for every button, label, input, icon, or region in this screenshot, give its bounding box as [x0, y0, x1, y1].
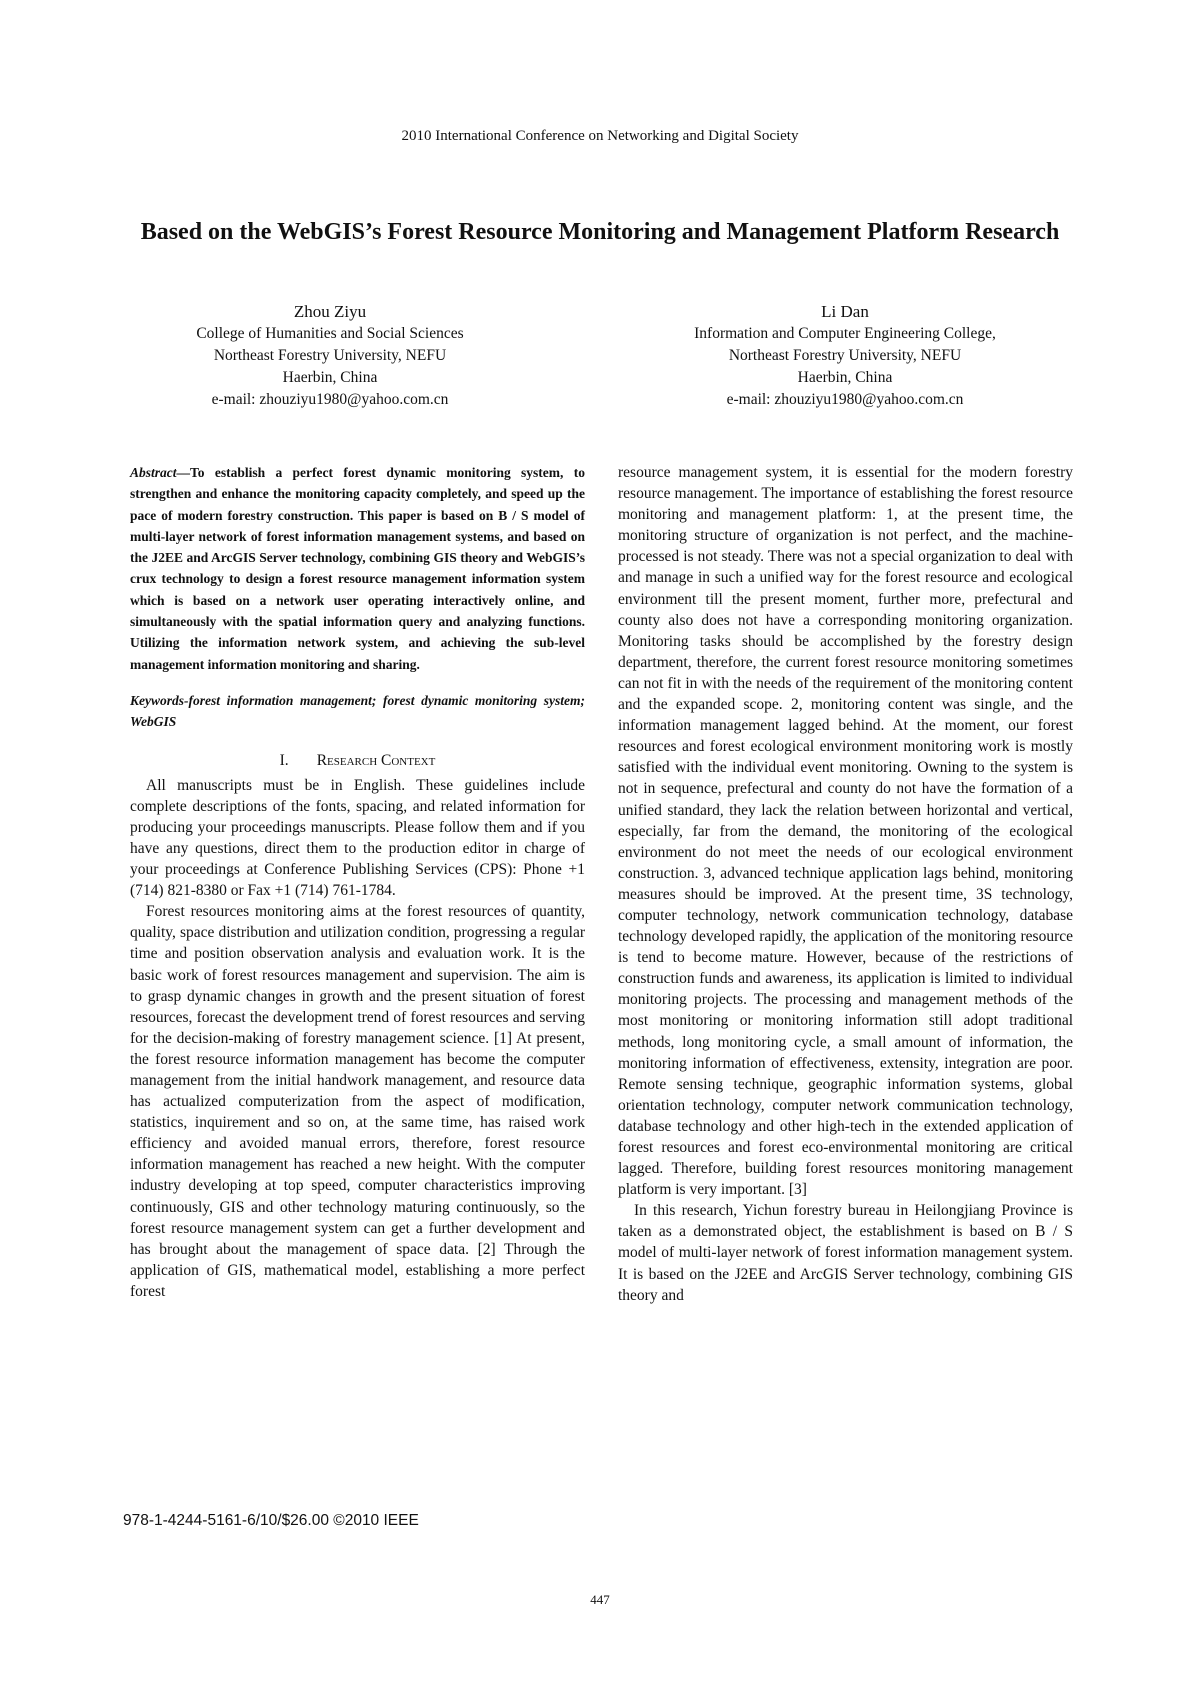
author-city: Haerbin, China — [797, 369, 893, 386]
body-paragraph: resource management system, it is essential for the modern forestry resource management. The importance of establishing the forest resource monitoring and management platform: 1, at the present time, the monitoring structure of organization is not perfect, and the machine-processed is not steady. There was not a special organization to deal with and manage in such a unified way for the forest resource and ecological environment till the present moment, further more, prefectural and county also does not have a corresponding monitoring organization. Monitoring tasks should be accomplished by the forestry design department, therefore, the current forest resource monitoring sometimes can not fit in with the needs of the requirement of the monitoring content and the expanded scope. 2, monitoring content was single, and the information management lagged behind. At the moment, our forest resources and forest ecological environment monitoring work is mostly satisfied with the individual event monitoring. Owning to the system is not in sequence, prefectural and county do not have the formation of a unified standard, they lack the relation between horizontal and vertical, especially, far from the demand, the monitoring of the ecological environment do not meet the needs of our ecological environment construction. 3, advanced technique application lags behind, monitoring measures should be improved. At the present time, 3S technology, computer technology, network communication technology, database technology developed rapidly, the application of the monitoring resource is tend to become mature. However, because of the restrictions of construction funds and awareness, its application is limited to individual monitoring projects. The processing and management methods of the most monitoring or monitoring information still adopt traditional methods, long monitoring cycle, a small amount of information, the monitoring information of effectiveness, extensity, integration are poor. Remote sensing technique, geographic information systems, global orientation technology, computer network communication technology, database technology and other high-tech in the extended application of forest resources and forest eco-environmental monitoring are critical lagged. Therefore, building forest resources monitoring management platform is very important. [3] — [618, 464, 1073, 1199]
body-paragraph: In this research, Yichun forestry bureau in Heilongjiang Province is taken as a demonstrated object, the establishment is based on B / S model of multi-layer network of forest information management system. It is based on the J2EE and ArcGIS Server technology, combining GIS theory and — [618, 1202, 1073, 1304]
author-block-1 — [110, 301, 550, 411]
author-email: e-mail: zhouziyu1980@yahoo.com.cn — [211, 391, 449, 408]
abstract — [130, 462, 585, 675]
author-block-2 — [625, 301, 1065, 411]
author-email: e-mail: zhouziyu1980@yahoo.com.cn — [726, 391, 964, 408]
right-column — [618, 462, 1073, 1306]
abstract-text: —To establish a perfect forest dynamic monitoring system, to strengthen and enhance the monitoring capacity completely, and speed up the pace of modern forestry construction. This paper is based on B / S model of multi-layer network of forest information management systems, and based on the J2EE and ArcGIS Server technology, combining GIS theory and WebGIS’s crux technology to design a forest resource management information system which is based on a network user operating interactively online, and simultaneously with the spatial information query and analyzing functions. Utilizing the information network system, and achieving the sub-level management information monitoring and sharing. — [130, 465, 585, 672]
abstract-label: Abstract — [130, 465, 177, 480]
body-paragraph: Forest resources monitoring aims at the forest resources of quantity, quality, space distribution and utilization condition, progressing a regular time and position observation analysis and evaluation work. It is the basic work of forest resources management and supervision. The aim is to grasp dynamic changes in growth and the present situation of forest resources, forecast the development trend of forest resources and serving for the decision-making of forestry management science. [1] At present, the forest resource information management has become the computer management from the initial handwork management, and resource data has actualized computerization from the aspect of modification, statistics, inquirement and so on, at the same time, has raised work efficiency and avoided manual errors, therefore, forest resource information management has reached a new height. With the computer industry developing at top speed, computer characteristics improving continuously, GIS and other technology maturing continuously, so the forest resource management system can get a further development and has brought about the management of space data. [2] Through the application of GIS, mathematical model, establishing a more perfect forest — [130, 903, 585, 1300]
body-paragraph: All manuscripts must be in English. These guidelines include complete descriptions of the fonts, spacing, and related information for producing your proceedings manuscripts. Please follow them and if you have any questions, direct them to the production editor in charge of your proceedings at Conference Publishing Services (CPS): Phone +1 (714) 821-8380 or Fax +1 (714) 761-1784. — [130, 776, 585, 900]
author-name: Li Dan — [821, 302, 869, 321]
author-name: Zhou Ziyu — [293, 302, 367, 321]
author-affiliation: Information and Computer Engineering College, — [694, 325, 996, 342]
paper-title: Based on the WebGIS’s Forest Resource Monitoring and Management Platform Research — [140, 219, 1060, 245]
section-number: I. — [279, 751, 289, 769]
author-affiliation: College of Humanities and Social Sciences — [196, 325, 464, 342]
author-city: Haerbin, China — [282, 369, 378, 386]
copyright-footer: 978-1-4244-5161-6/10/$26.00 ©2010 IEEE — [123, 1512, 419, 1529]
author-university: Northeast Forestry University, NEFU — [213, 347, 447, 364]
section-heading — [130, 750, 585, 771]
conference-header: 2010 International Conference on Networking and Digital Society — [401, 128, 799, 144]
author-university: Northeast Forestry University, NEFU — [728, 347, 962, 364]
left-column — [130, 462, 585, 1302]
section-title: Research Context — [316, 751, 436, 769]
page-number: 447 — [590, 1592, 610, 1607]
keywords: Keywords-forest information management; forest dynamic monitoring system; WebGIS — [130, 692, 585, 730]
